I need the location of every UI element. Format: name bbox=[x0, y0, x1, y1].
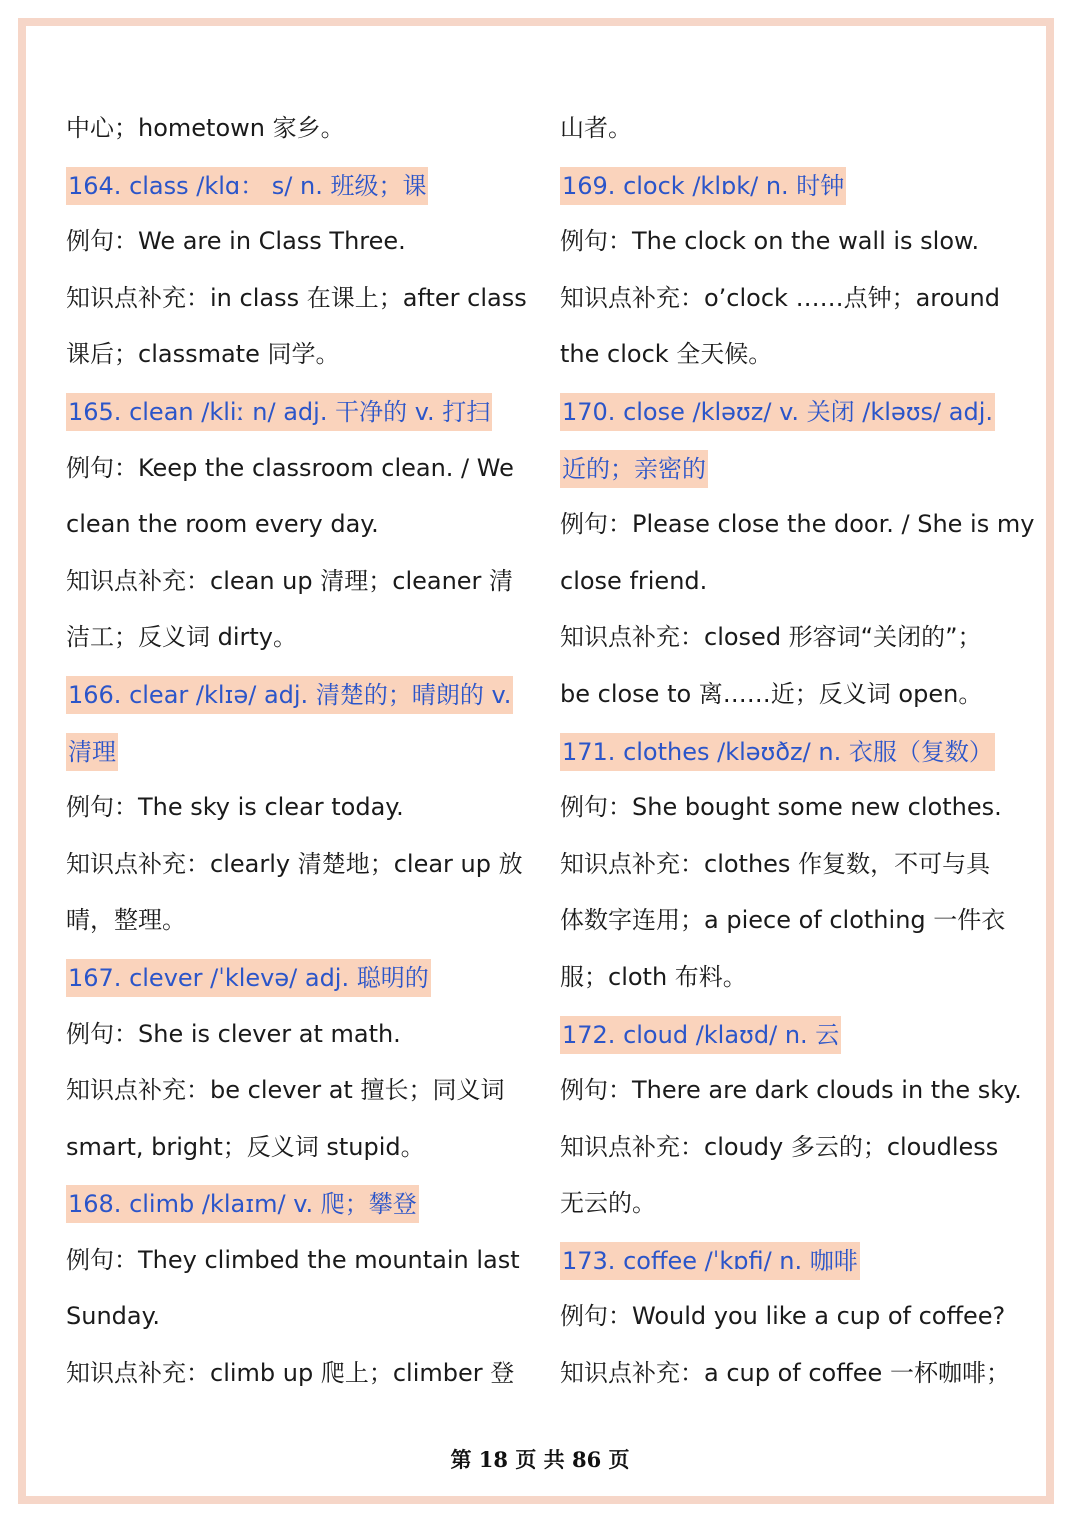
line-text: 例句：She bought some new clothes. bbox=[560, 793, 1002, 822]
line-text: 中心；hometown 家乡。 bbox=[66, 114, 345, 142]
text-line bbox=[66, 270, 528, 327]
line-text: clean the room every day. bbox=[66, 510, 379, 539]
line-text: 知识点补充：clothes 作复数，不可与具 bbox=[560, 849, 991, 878]
text-line bbox=[66, 609, 528, 666]
entry-heading-line bbox=[560, 1006, 1022, 1063]
text-line bbox=[66, 440, 528, 497]
text-line bbox=[66, 1119, 528, 1176]
line-text: 知识点补充：cloudy 多云的；cloudless bbox=[560, 1132, 999, 1161]
line-text: 山者。 bbox=[560, 114, 632, 142]
line-text: 体数字连用；a piece of clothing 一件衣 bbox=[560, 906, 1006, 935]
line-text: 课后；classmate 同学。 bbox=[66, 340, 340, 369]
line-text: 知识点补充：be clever at 擅长；同义词 bbox=[66, 1076, 505, 1105]
line-text: 例句：There are dark clouds in the sky. bbox=[560, 1076, 1022, 1105]
left-column bbox=[66, 100, 528, 1402]
entry-heading-line bbox=[66, 383, 528, 440]
text-line bbox=[560, 779, 1022, 836]
text-line bbox=[560, 666, 1022, 723]
line-text: 知识点补充：clean up 清理；cleaner 清 bbox=[66, 566, 514, 595]
text-line bbox=[560, 949, 1022, 1006]
entry-heading-line bbox=[66, 157, 528, 214]
line-text: 洁工；反义词 dirty。 bbox=[66, 623, 298, 652]
line-text: 例句：She is clever at math. bbox=[66, 1019, 401, 1048]
text-line bbox=[560, 1288, 1022, 1345]
entry-heading-line bbox=[66, 723, 528, 780]
text-line bbox=[560, 270, 1022, 327]
entry-heading-line bbox=[560, 157, 1022, 214]
text-line bbox=[66, 213, 528, 270]
text-line bbox=[560, 1345, 1022, 1402]
text-line bbox=[66, 496, 528, 553]
line-text: smart, bright；反义词 stupid。 bbox=[66, 1132, 425, 1161]
text-line bbox=[560, 496, 1035, 553]
text-line bbox=[66, 1062, 528, 1119]
line-text: 例句：Would you like a cup of coffee? bbox=[560, 1302, 1006, 1331]
text-line bbox=[66, 1288, 528, 1345]
page-footer: 第 18 页 共 86 页 bbox=[450, 1447, 630, 1472]
line-text: 无云的。 bbox=[560, 1189, 656, 1218]
entry-heading-line bbox=[560, 1232, 1022, 1289]
text-line bbox=[560, 892, 1022, 949]
text-line bbox=[560, 1062, 1022, 1119]
text-line bbox=[560, 1119, 1022, 1176]
text-line bbox=[66, 553, 528, 610]
line-text: 例句：The sky is clear today. bbox=[66, 793, 404, 822]
entry-heading: 164. class /klɑ： s/ n. 班级；课 bbox=[66, 167, 428, 205]
text-line bbox=[66, 836, 528, 893]
entry-heading: 170. close /kləʊz/ v. 关闭 /kləʊs/ adj. bbox=[560, 393, 995, 431]
text-line bbox=[66, 100, 528, 157]
entry-heading: 165. clean /kliː n/ adj. 干净的 v. 打扫 bbox=[66, 393, 492, 431]
text-line bbox=[66, 892, 528, 949]
entry-heading-line bbox=[66, 949, 528, 1006]
line-text: 知识点补充：clearly 清楚地；clear up 放 bbox=[66, 849, 523, 878]
line-text: 知识点补充：a cup of coffee 一杯咖啡； bbox=[560, 1359, 1010, 1388]
text-line bbox=[66, 779, 528, 836]
text-line bbox=[66, 1345, 528, 1402]
line-text: 例句：The clock on the wall is slow. bbox=[560, 227, 980, 256]
entry-heading: 173. coffee /ˈkɒfi/ n. 咖啡 bbox=[560, 1242, 860, 1280]
line-text: 晴，整理。 bbox=[66, 906, 186, 935]
text-line bbox=[560, 609, 1022, 666]
line-text: 知识点补充：in class 在课上；after class bbox=[66, 283, 527, 312]
line-text: 知识点补充：closed 形容词“关闭的”； bbox=[560, 623, 982, 652]
entry-heading: 172. cloud /klaʊd/ n. 云 bbox=[560, 1016, 841, 1054]
line-text: close friend. bbox=[560, 566, 708, 595]
line-text: be close to 离……近；反义词 open。 bbox=[560, 679, 983, 708]
entry-heading: 清理 bbox=[66, 733, 118, 771]
text-line bbox=[66, 1232, 528, 1289]
line-text: 例句：Please close the door. / She is my bbox=[560, 510, 1035, 539]
text-line bbox=[560, 326, 1022, 383]
entry-heading-line bbox=[560, 723, 1022, 780]
line-text: 例句：Keep the classroom clean. / We bbox=[66, 453, 514, 482]
entry-heading-line bbox=[66, 1175, 528, 1232]
text-line bbox=[560, 1175, 1022, 1232]
entry-heading: 166. clear /klɪə/ adj. 清楚的；晴朗的 v. bbox=[66, 676, 513, 714]
line-text: 服；cloth 布料。 bbox=[560, 962, 747, 991]
text-line bbox=[66, 1006, 528, 1063]
entry-heading: 168. climb /klaɪm/ v. 爬；攀登 bbox=[66, 1185, 419, 1223]
right-column bbox=[560, 100, 1035, 1402]
entry-heading-line bbox=[560, 383, 1022, 440]
text-line bbox=[560, 553, 1022, 610]
line-text: the clock 全天候。 bbox=[560, 340, 773, 369]
entry-heading-line bbox=[560, 440, 1022, 497]
entry-heading: 167. clever /ˈklevə/ adj. 聪明的 bbox=[66, 959, 431, 997]
text-line bbox=[560, 213, 1022, 270]
entry-heading: 近的；亲密的 bbox=[560, 450, 708, 488]
entry-heading-line bbox=[66, 666, 528, 723]
entry-heading: 171. clothes /kləʊðz/ n. 衣服（复数） bbox=[560, 733, 995, 771]
line-text: 知识点补充：climb up 爬上；climber 登 bbox=[66, 1359, 515, 1388]
text-line bbox=[560, 100, 1022, 157]
line-text: 例句：They climbed the mountain last bbox=[66, 1245, 520, 1274]
line-text: Sunday. bbox=[66, 1302, 161, 1331]
text-line bbox=[560, 836, 1022, 893]
text-line bbox=[66, 326, 528, 383]
line-text: 例句：We are in Class Three. bbox=[66, 227, 406, 256]
line-text: 知识点补充：o’clock ……点钟；around bbox=[560, 283, 1000, 312]
entry-heading: 169. clock /klɒk/ n. 时钟 bbox=[560, 167, 846, 205]
